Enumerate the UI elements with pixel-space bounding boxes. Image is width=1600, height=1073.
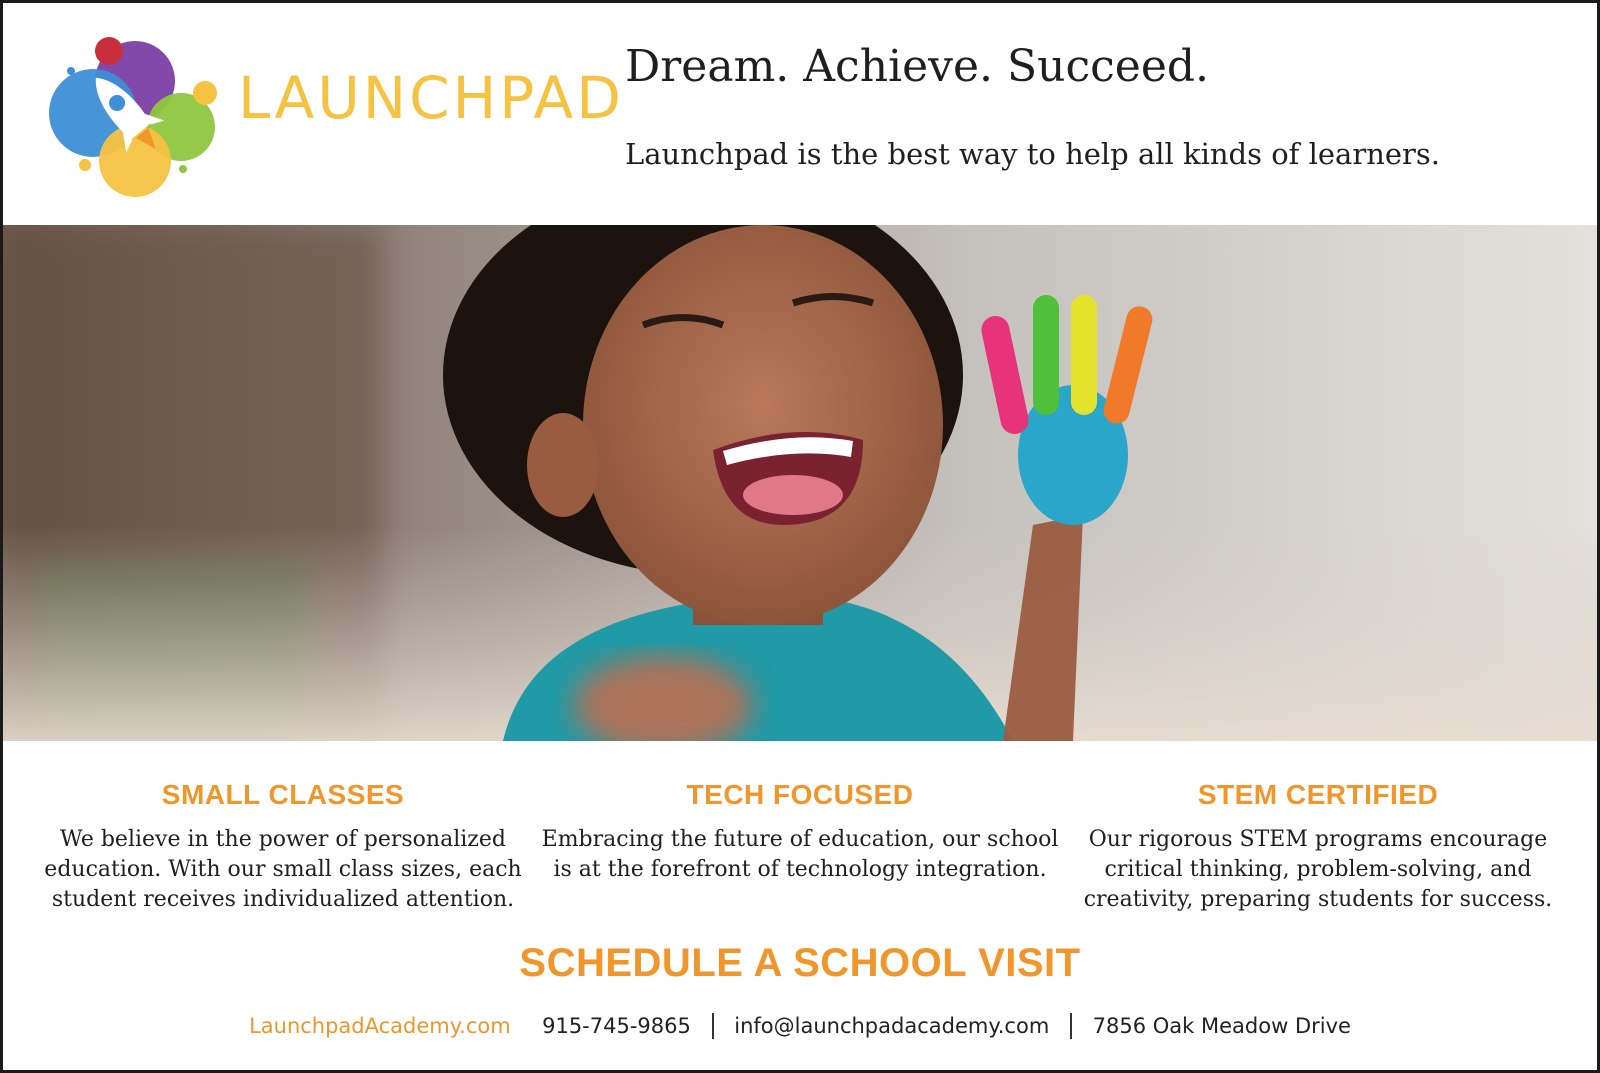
contact-bar <box>3 1013 1597 1039</box>
schedule-visit-cta[interactable]: SCHEDULE A SCHOOL VISIT <box>519 941 1081 985</box>
divider <box>1070 1013 1072 1039</box>
subtagline: Launchpad is the best way to help all kinds of learners. <box>625 137 1441 171</box>
divider <box>712 1013 714 1039</box>
features <box>3 779 1597 929</box>
feature-body: Embracing the future of education, our school is at the forefront of technology integration. <box>541 827 1059 882</box>
website-link[interactable]: LaunchpadAcademy.com <box>249 1014 511 1038</box>
phone-number[interactable]: 915-745-9865 <box>542 1014 691 1038</box>
child-laughing-photo-icon <box>3 225 1597 741</box>
feature-title: TECH FOCUSED <box>686 779 914 810</box>
feature-small-classes <box>23 779 543 915</box>
email-link[interactable]: info@launchpadacademy.com <box>734 1014 1050 1038</box>
feature-title: SMALL CLASSES <box>161 779 405 810</box>
rocket-logo-icon <box>43 31 223 201</box>
address: 7856 Oak Meadow Drive <box>1092 1014 1351 1038</box>
hero-image <box>3 225 1597 741</box>
tagline: Dream. Achieve. Succeed. <box>625 41 1210 92</box>
feature-body: Our rigorous STEM programs encourage critical thinking, problem-solving, and creativity, preparing students for success. <box>1083 827 1553 912</box>
header <box>3 3 1597 225</box>
feature-title: STEM CERTIFIED <box>1197 779 1439 810</box>
brand-name: LAUNCHPAD <box>238 64 624 132</box>
feature-body: We believe in the power of personalized education. With our small class sizes, each student receives individualized attention. <box>44 827 522 912</box>
feature-stem-certified <box>1058 779 1578 915</box>
feature-tech-focused <box>540 779 1060 885</box>
